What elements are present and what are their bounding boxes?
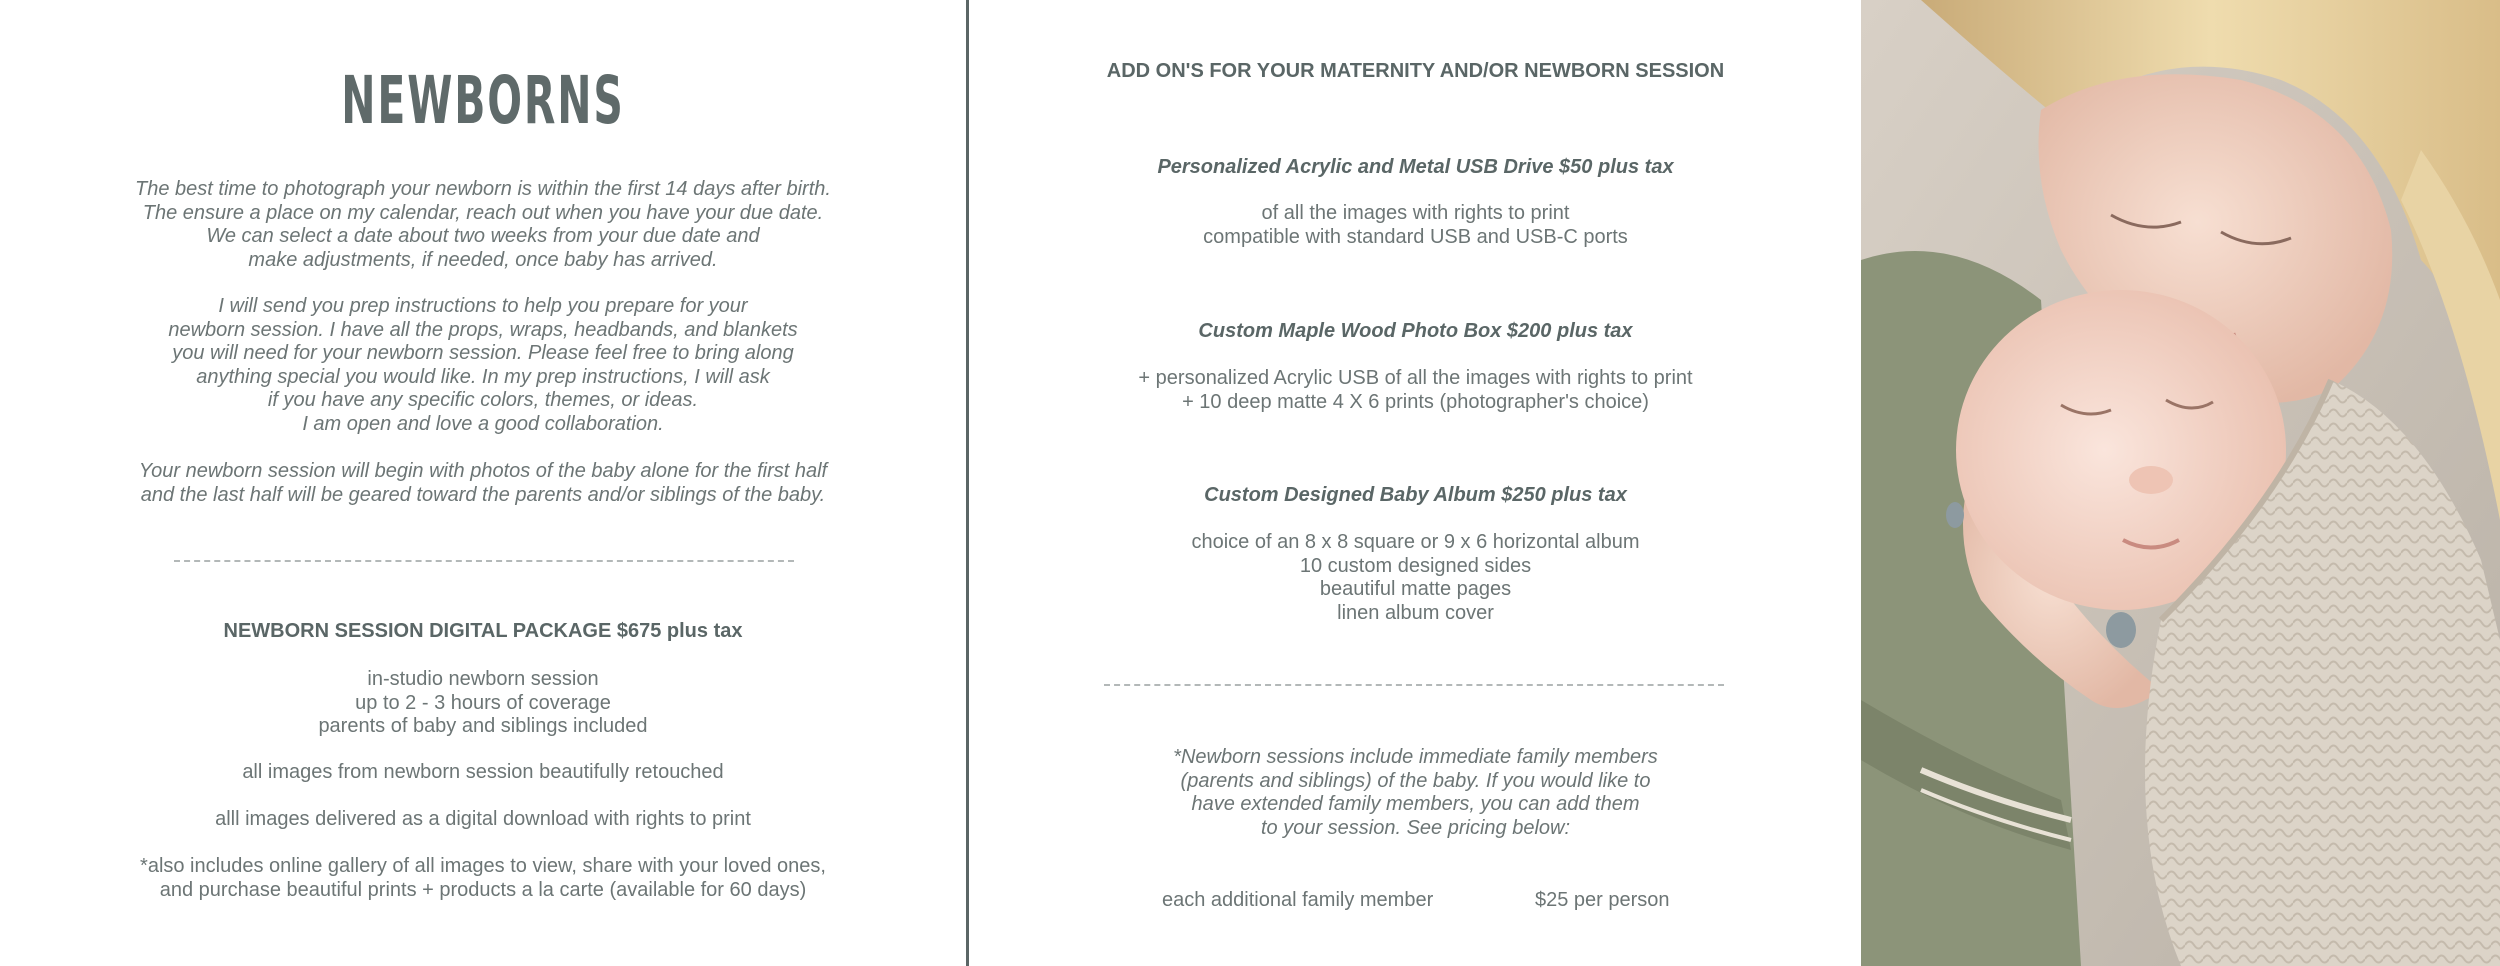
addon-title-photo-box: Custom Maple Wood Photo Box $200 plus tax — [1198, 320, 1633, 342]
package-line: up to 2 - 3 hours of coverage — [355, 691, 611, 714]
photo-illustration — [1861, 0, 2500, 966]
intro-line: The ensure a place on my calendar, reach out when you have your due date. — [142, 201, 824, 224]
gallery-line: and purchase beautiful prints + products a la carte (available for 60 days) — [159, 878, 807, 901]
prep-line: I am open and love a good collaboration. — [302, 412, 664, 435]
addon-line: + personalized Acrylic USB of all the images with rights to print — [1138, 367, 1693, 389]
session-line: Your newborn session will begin with photos of the baby alone for the first half — [138, 460, 828, 482]
addon-details-usb — [970, 202, 1861, 249]
dashed-divider — [174, 560, 794, 562]
addon-details-album — [970, 531, 1861, 625]
note-line: *Newborn sessions include immediate family members — [1173, 746, 1658, 768]
mother-newborn-photo — [1861, 0, 2500, 966]
addon-title-usb: Personalized Acrylic and Metal USB Drive $50 plus tax — [1157, 156, 1674, 178]
addon-line: compatible with standard USB and USB-C ports — [1203, 225, 1628, 248]
session-paragraph — [0, 460, 966, 507]
addon-title-album: Custom Designed Baby Album $250 plus tax — [1204, 484, 1627, 506]
dashed-divider — [1104, 684, 1724, 686]
prep-paragraph — [0, 295, 966, 436]
note-line: to your session. See pricing below: — [1260, 816, 1571, 839]
addon-line: beautiful matte pages — [1319, 578, 1512, 600]
addons-heading: ADD ON'S FOR YOUR MATERNITY AND/OR NEWBORN SESSION — [1106, 60, 1725, 82]
intro-line: We can select a date about two weeks from your due date and — [206, 225, 760, 247]
package-line: in-studio newborn session — [367, 668, 599, 690]
addons-panel — [970, 0, 1861, 966]
page-title: NEWBORNS — [341, 62, 625, 139]
addon-line: choice of an 8 x 8 square or 9 x 6 horizontal album — [1191, 531, 1640, 553]
prep-line: newborn session. I have all the props, wraps, headbands, and blankets — [168, 318, 798, 341]
addon-line: + 10 deep matte 4 X 6 prints (photographer's choice) — [1182, 390, 1649, 413]
addon-line: of all the images with rights to print — [1261, 202, 1570, 224]
note-line: have extended family members, you can add them — [1191, 793, 1640, 815]
prep-line: if you have any specific colors, themes, or ideas. — [267, 389, 699, 411]
addon-line: linen album cover — [1337, 601, 1494, 624]
package-heading: NEWBORN SESSION DIGITAL PACKAGE $675 plus tax — [223, 620, 743, 642]
intro-paragraph — [0, 178, 966, 272]
retouch-line: all images from newborn session beautifully retouched — [242, 761, 724, 783]
newborns-panel — [0, 0, 966, 966]
prep-line: anything special you would like. In my prep instructions, I will ask — [196, 365, 770, 388]
extra-member-price: $25 per person — [1535, 889, 1670, 911]
intro-line: The best time to photograph your newborn is within the first 14 days after birth. — [135, 178, 831, 200]
extra-member-label: each additional family member — [1162, 889, 1434, 911]
prep-line: I will send you prep instructions to help you prepare for your — [218, 295, 748, 317]
package-details — [0, 668, 966, 739]
gallery-note — [0, 855, 966, 902]
panel-divider — [966, 0, 969, 966]
addon-line: 10 custom designed sides — [1299, 554, 1532, 577]
family-note — [970, 746, 1861, 840]
addon-details-photo-box — [970, 367, 1861, 414]
session-line: and the last half will be geared toward the parents and/or siblings of the baby. — [140, 483, 826, 506]
package-line: parents of baby and siblings included — [318, 715, 648, 737]
prep-line: you will need for your newborn session. Please feel free to bring along — [172, 342, 794, 364]
note-line: (parents and siblings) of the baby. If you would like to — [1180, 769, 1651, 792]
intro-line: make adjustments, if needed, once baby has arrived. — [248, 248, 718, 271]
gallery-line: *also includes online gallery of all images to view, share with your loved ones, — [140, 855, 826, 877]
delivery-line: alll images delivered as a digital download with rights to print — [215, 808, 751, 830]
